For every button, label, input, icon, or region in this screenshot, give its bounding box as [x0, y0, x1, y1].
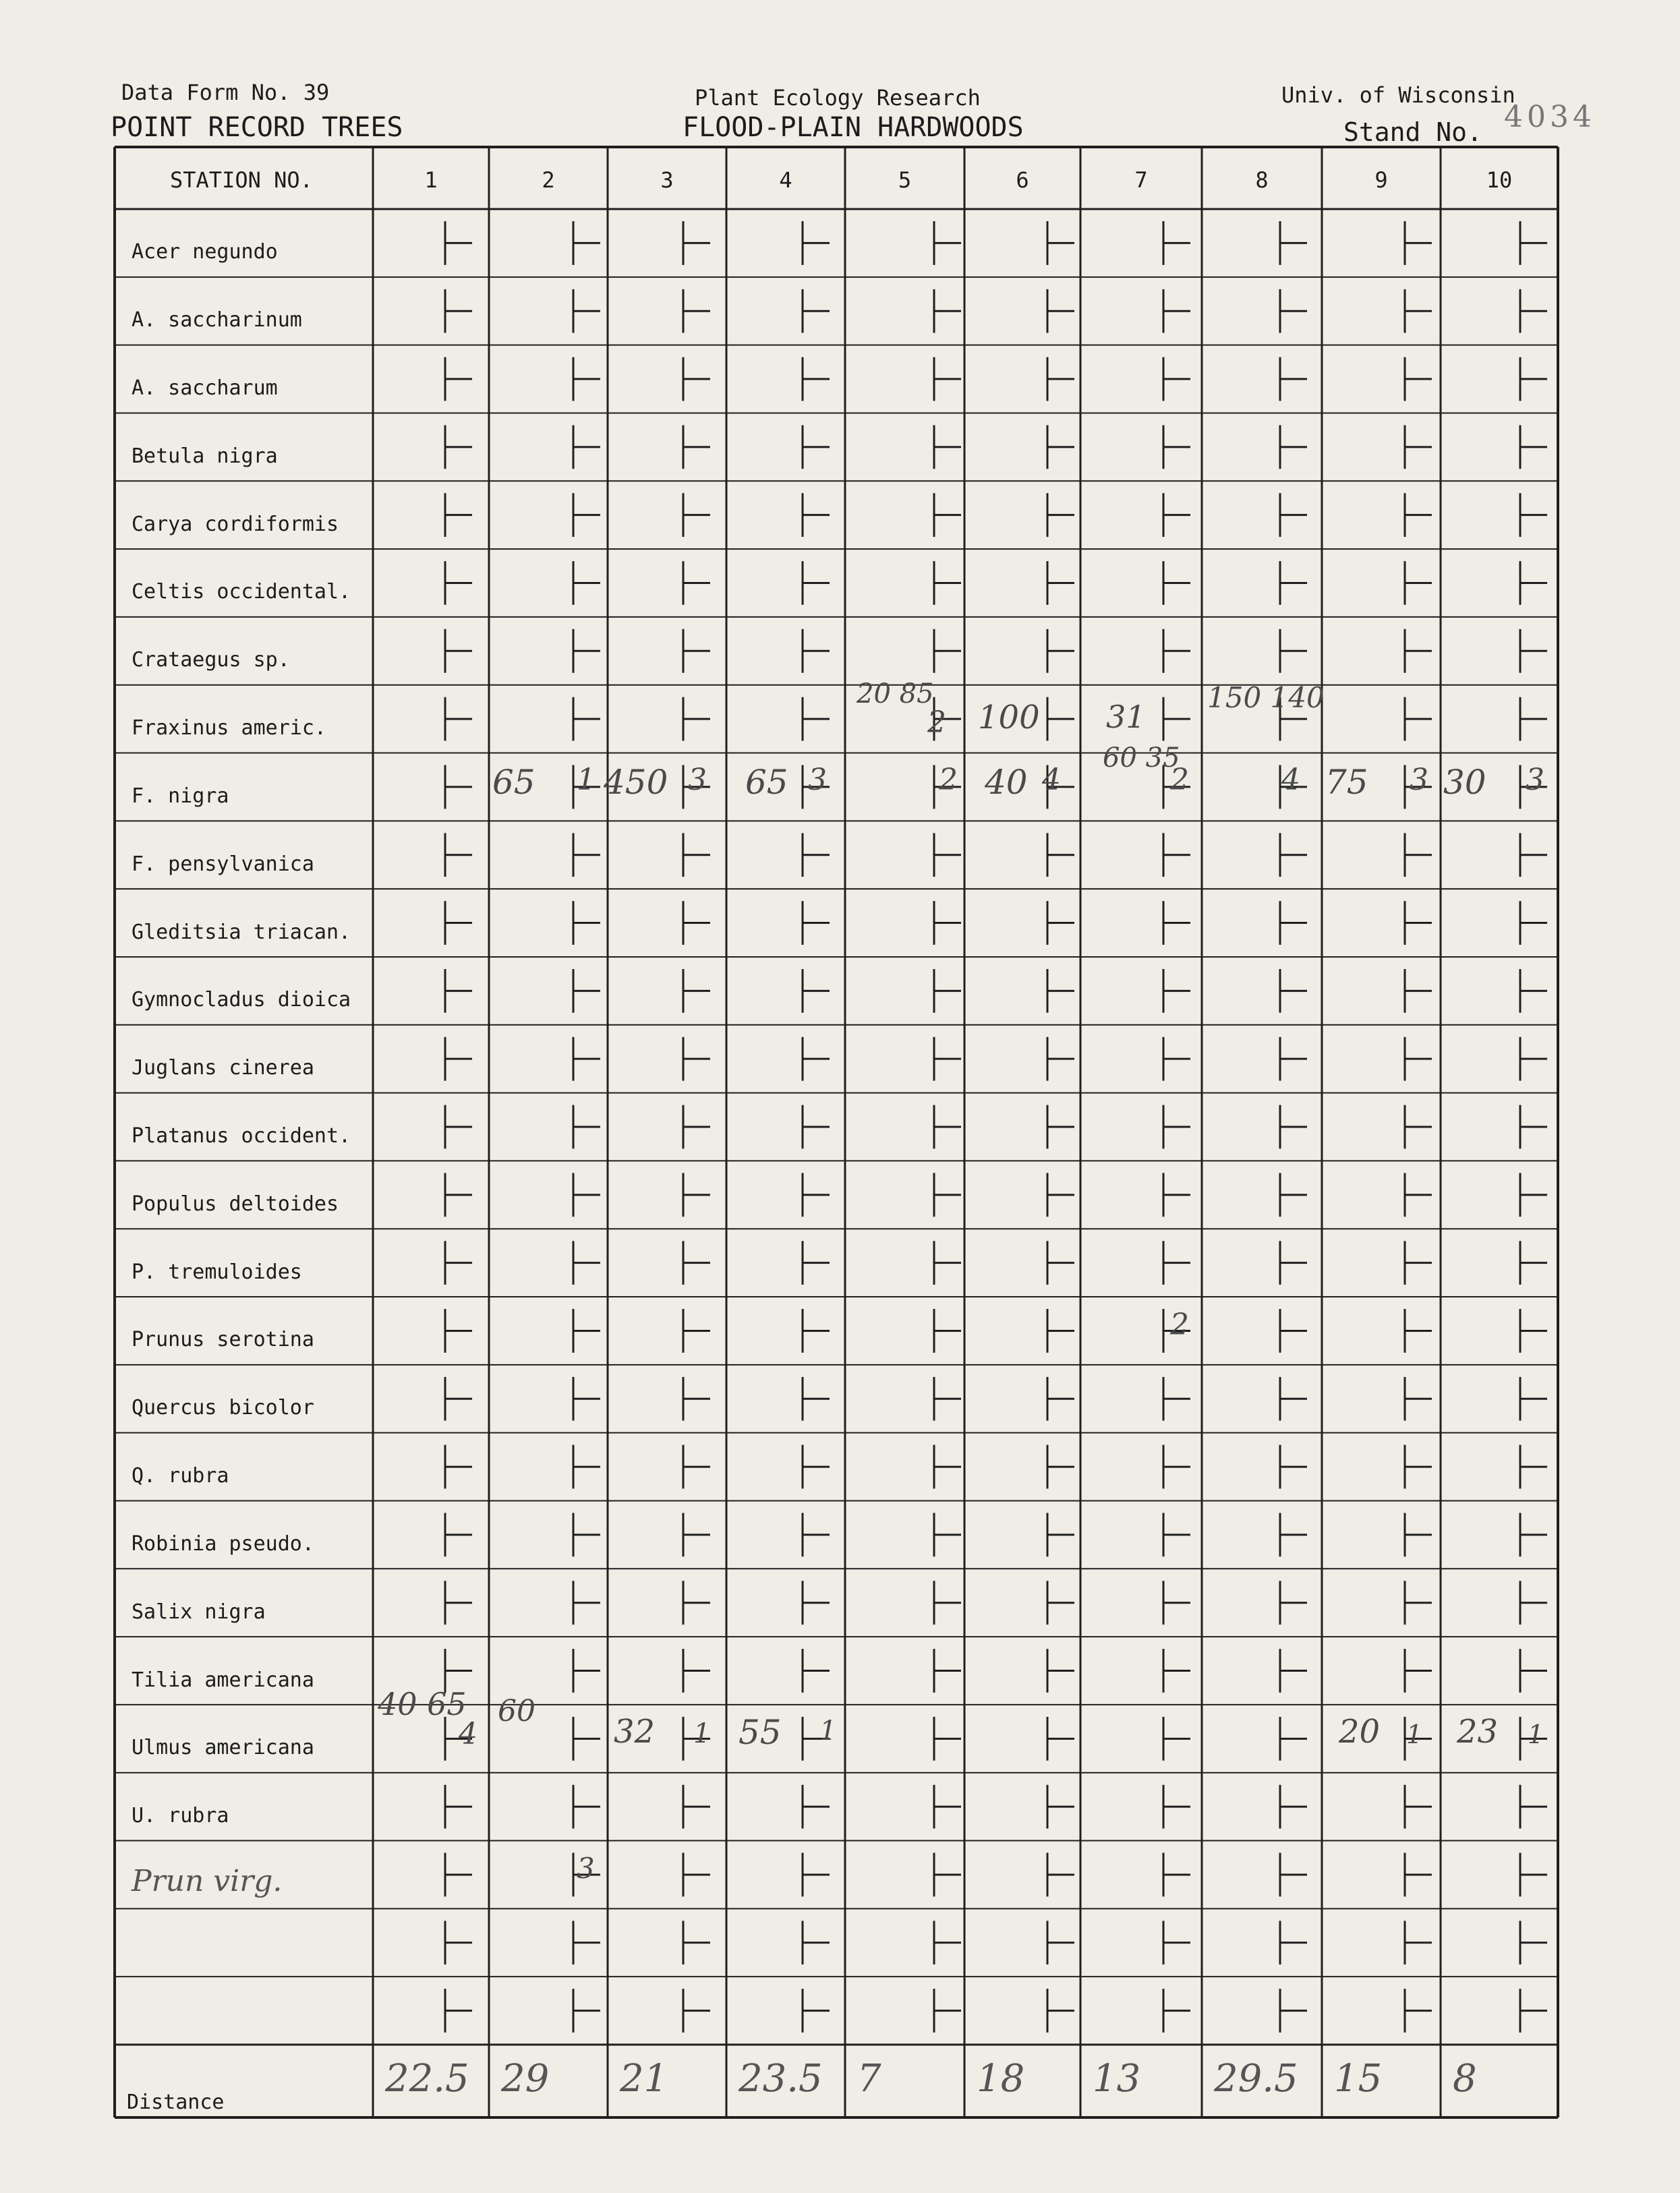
station-number-header: 5: [898, 167, 912, 193]
measurement-value: 20 85: [857, 678, 934, 709]
measurement-value: 60: [498, 1693, 535, 1728]
measurement-value: 75: [1325, 762, 1368, 802]
tally-count: 4: [459, 1716, 477, 1751]
species-name: U. rubra: [132, 1804, 229, 1828]
form-subtitle: FLOOD-PLAIN HARDWOODS: [683, 112, 1024, 143]
tally-count: 4: [1042, 762, 1061, 797]
form-title: POINT RECORD TREES: [111, 112, 403, 143]
species-name: Betula nigra: [132, 444, 278, 468]
station-number-header: 3: [660, 167, 674, 193]
species-name: Q. rubra: [132, 1464, 229, 1488]
measurement-value: 31: [1106, 698, 1146, 735]
station-number-header: 8: [1255, 167, 1269, 193]
distance-value: 29: [501, 2057, 550, 2101]
species-name: A. saccharinum: [132, 308, 302, 332]
species-name: Prunus serotina: [132, 1328, 314, 1352]
tally-count: 4: [1281, 762, 1300, 797]
tally-count: 3: [577, 1851, 595, 1885]
distance-value: 23.5: [738, 2057, 823, 2101]
species-name: Salix nigra: [132, 1600, 266, 1624]
tally-count: 2: [1170, 762, 1189, 797]
tally-count: 2: [927, 705, 946, 740]
stand-label: Stand No.: [1343, 117, 1482, 147]
distance-value: 15: [1334, 2057, 1383, 2101]
species-name: Ulmus americana: [132, 1736, 314, 1760]
species-name: Quercus bicolor: [132, 1396, 314, 1420]
tally-count: 3: [688, 762, 707, 797]
station-number-header: 9: [1374, 167, 1388, 193]
station-number-header: 2: [542, 167, 555, 193]
university-name: Univ. of Wisconsin: [1281, 82, 1515, 108]
species-name: Celtis occidental.: [132, 580, 351, 604]
station-number-header: 7: [1134, 167, 1148, 193]
tally-count: 2: [939, 762, 958, 797]
species-name: Gleditsia triacan.: [132, 920, 351, 944]
research-heading: Plant Ecology Research: [695, 85, 981, 111]
species-name: Acer negundo: [132, 240, 278, 264]
measurement-value: 30: [1443, 762, 1486, 802]
distance-value: 21: [620, 2057, 668, 2101]
species-name: Robinia pseudo.: [132, 1531, 314, 1556]
station-number-header: 6: [1016, 167, 1029, 193]
station-number-label: STATION NO.: [170, 167, 313, 193]
distance-value: 7: [857, 2057, 881, 2101]
measurement-value: 60 35: [1103, 742, 1180, 773]
measurement-value: 65: [745, 762, 788, 802]
measurement-value: 55: [738, 1712, 782, 1752]
tally-count: 2: [1170, 1308, 1189, 1343]
species-name: Tilia americana: [132, 1668, 314, 1692]
species-name: Gymnocladus dioica: [132, 988, 351, 1012]
measurement-value: 65: [492, 762, 535, 802]
form-number: Data Form No. 39: [121, 80, 330, 105]
species-name: F. pensylvanica: [132, 852, 314, 876]
species-name: Fraxinus americ.: [132, 716, 326, 740]
measurement-value: 40: [985, 762, 1028, 802]
species-name: P. tremuloides: [132, 1260, 302, 1284]
distance-value: 13: [1093, 2057, 1141, 2101]
species-name: Populus deltoides: [132, 1192, 339, 1216]
measurement-value: 40 65: [378, 1685, 467, 1722]
tally-count: 1: [577, 762, 596, 797]
distance-label: Distance: [127, 2090, 225, 2114]
tally-count: 3: [1526, 762, 1544, 797]
tally-count: 3: [808, 762, 827, 797]
station-number-header: 4: [779, 167, 792, 193]
measurement-value: 450: [604, 762, 668, 802]
tally-count: 1: [1528, 1719, 1544, 1749]
distance-value: 8: [1453, 2057, 1477, 2101]
tally-count: 3: [1410, 762, 1428, 797]
species-name: Juglans cinerea: [132, 1056, 314, 1080]
tally-count: 1: [693, 1718, 711, 1749]
stand-number: 4034: [1504, 100, 1596, 134]
measurement-value: 150 140: [1207, 680, 1325, 714]
measurement-value: 100: [978, 698, 1040, 736]
species-name: Platanus occident.: [132, 1124, 351, 1148]
distance-value: 22.5: [385, 2057, 469, 2101]
distance-value: 18: [977, 2057, 1025, 2101]
tally-count: 1: [819, 1715, 837, 1747]
distance-value: 29.5: [1214, 2057, 1298, 2101]
measurement-value: 32: [614, 1712, 656, 1751]
station-number-header: 10: [1486, 167, 1513, 193]
measurement-value: 20: [1339, 1712, 1381, 1751]
species-name: A. saccharum: [132, 376, 278, 401]
measurement-value: 23: [1457, 1712, 1499, 1751]
species-name: Crataegus sp.: [132, 648, 290, 672]
species-name: Prun virg.: [132, 1863, 283, 1898]
tally-count: 1: [1406, 1719, 1423, 1749]
species-name: Carya cordiformis: [132, 512, 339, 536]
station-number-header: 1: [424, 167, 438, 193]
species-name: F. nigra: [132, 784, 229, 808]
